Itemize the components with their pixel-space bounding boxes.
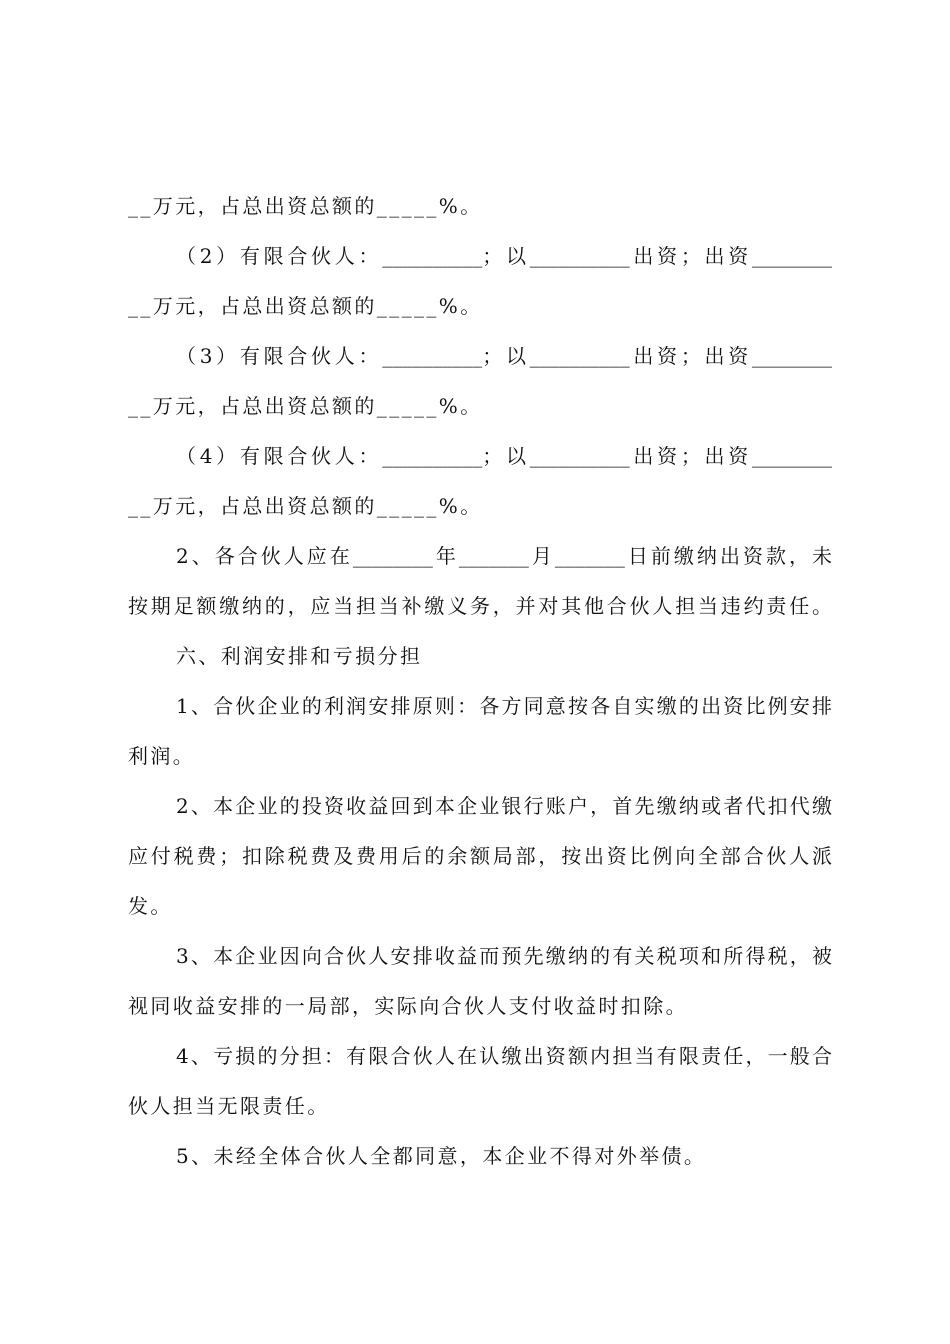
text-line: 5、未经全体合伙人全都同意，本企业不得对外举债。	[176, 1144, 707, 1168]
text-line: 1、合伙企业的利润安排原则：各方同意按各自实缴的出资比例安排	[176, 694, 832, 718]
text-line: __万元，占总出资总额的_____%。	[128, 294, 483, 318]
section-heading: 六、利润安排和亏损分担	[176, 644, 423, 668]
text-line: 按期足额缴纳的，应当担当补缴义务，并对其他合伙人担当违约责任。	[128, 594, 832, 618]
text-line: 应付税费；扣除税费及费用后的余额局部，按出资比例向全部合伙人派	[128, 844, 832, 868]
text-line: 3、本企业因向合伙人安排收益而预先缴纳的有关税项和所得税，被	[176, 944, 832, 968]
text-line: 2、本企业的投资收益回到本企业银行账户，首先缴纳或者代扣代缴	[176, 794, 832, 818]
text-line: 4、亏损的分担：有限合伙人在认缴出资额内担当有限责任，一般合	[176, 1044, 832, 1068]
text-line: 发。	[128, 894, 173, 918]
text-line: 利润。	[128, 744, 196, 768]
text-line: （2）有限合伙人：__________；以__________出资；出资________	[176, 244, 832, 268]
text-line: 2、各合伙人应在________年_______月_______日前缴纳出资款，未	[176, 544, 832, 568]
text-line: __万元，占总出资总额的_____%。	[128, 394, 483, 418]
text-line: 视同收益安排的一局部，实际向合伙人支付收益时扣除。	[128, 994, 688, 1018]
text-line: __万元，占总出资总额的_____%。	[128, 194, 483, 218]
text-line: （4）有限合伙人：__________；以__________出资；出资________	[176, 444, 832, 468]
text-line: （3）有限合伙人：__________；以__________出资；出资________	[176, 344, 832, 368]
text-line: __万元，占总出资总额的_____%。	[128, 494, 483, 518]
text-line: 伙人担当无限责任。	[128, 1094, 330, 1118]
